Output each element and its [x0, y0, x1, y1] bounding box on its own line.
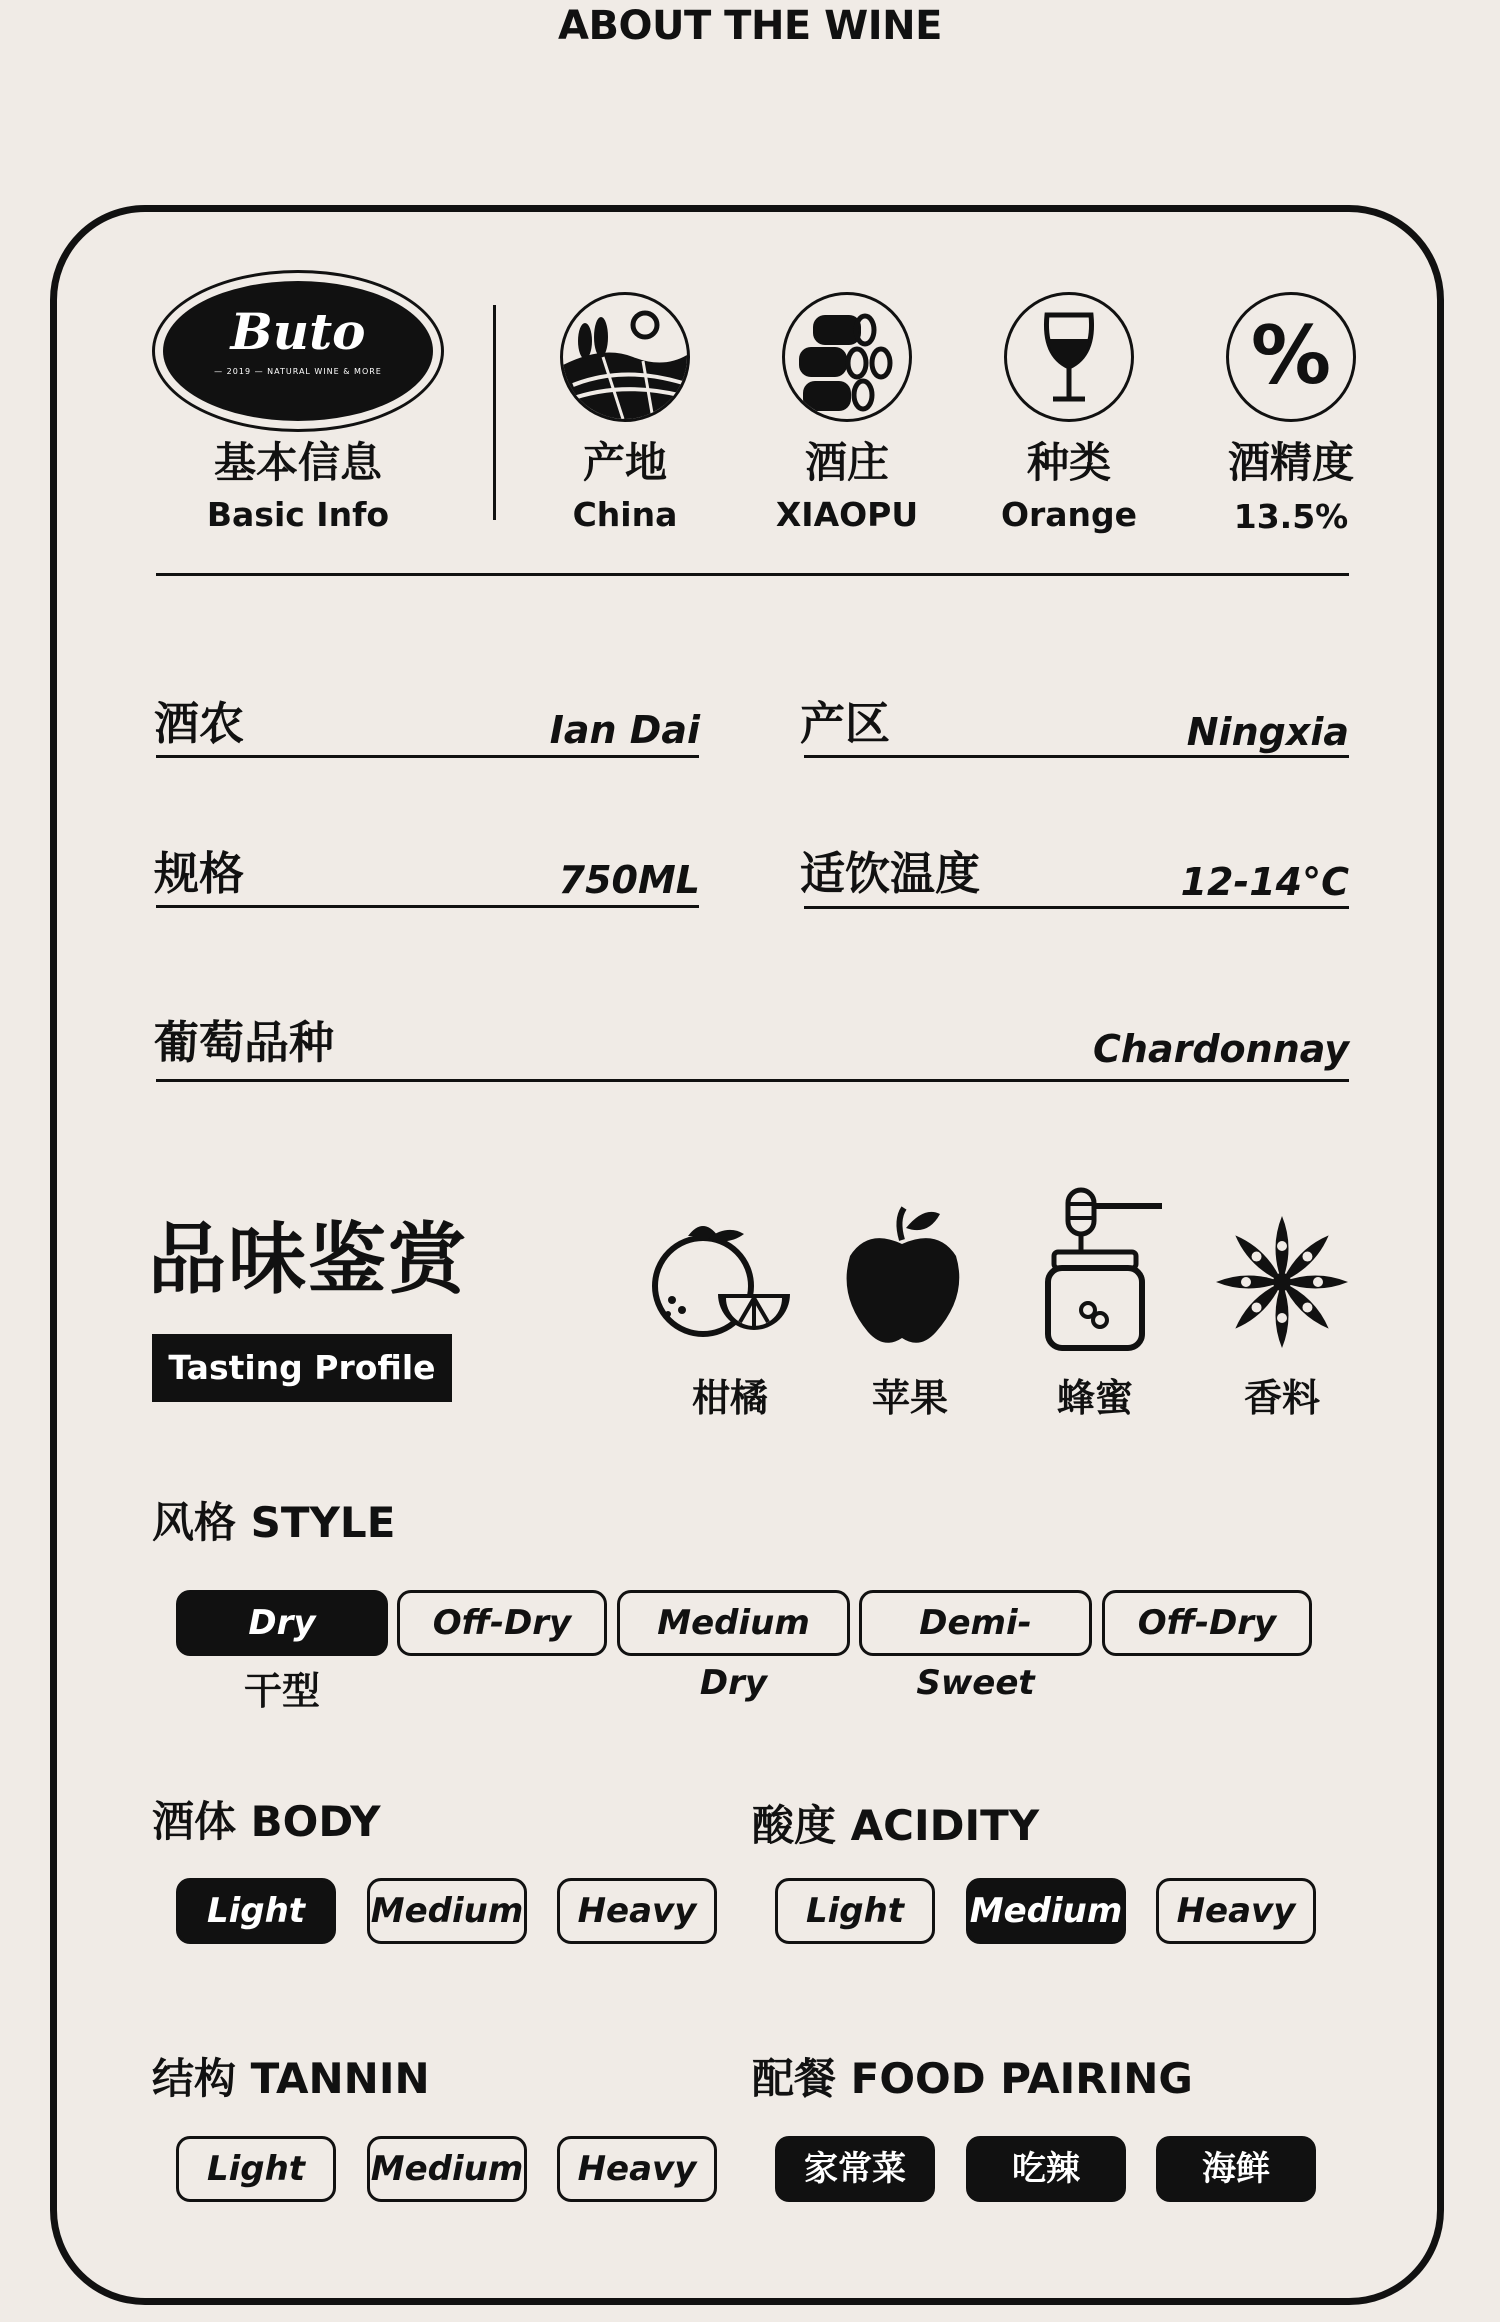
- size-label: 规格: [154, 847, 245, 900]
- field-underline: [156, 905, 699, 908]
- style-option-off-dry-2[interactable]: Off-Dry: [1102, 1590, 1312, 1656]
- tasting-profile-badge: Tasting Profile: [152, 1334, 452, 1402]
- region-value: Ningxia: [1186, 710, 1349, 754]
- grape-label: 葡萄品种: [154, 1016, 335, 1069]
- food-option-seafood[interactable]: 海鲜: [1156, 2136, 1316, 2202]
- logo-wordmark: Buto: [230, 302, 366, 361]
- anise-center: [1273, 1273, 1291, 1291]
- food-option-spicy[interactable]: 吃辣: [966, 2136, 1126, 2202]
- field-underline: [156, 1079, 1349, 1082]
- page-title: ABOUT THE WINE: [558, 3, 942, 49]
- anise-seed: [1277, 1241, 1287, 1251]
- origin-value: China: [572, 495, 678, 534]
- type-value: Orange: [1000, 495, 1138, 534]
- anise-seed: [1252, 1302, 1262, 1312]
- abv-value: 13.5%: [1233, 497, 1349, 536]
- serving-temp-value: 12-14°C: [1180, 860, 1349, 904]
- vertical-divider: [493, 305, 496, 520]
- anise-seed: [1252, 1252, 1262, 1262]
- style-selected-zh: 干型: [243, 1669, 320, 1713]
- basic-info-zh: 基本信息: [213, 438, 382, 487]
- flavor-label-apple: 苹果: [871, 1376, 948, 1420]
- anise-seed: [1277, 1313, 1287, 1323]
- tannin-option-medium[interactable]: Medium: [367, 2136, 527, 2202]
- acidity-option-heavy[interactable]: Heavy: [1156, 1878, 1316, 1944]
- field-underline: [804, 906, 1349, 909]
- style-option-medium-dry[interactable]: Medium Dry: [617, 1590, 850, 1656]
- size-value: 750ML: [558, 858, 700, 902]
- winery-value: XIAOPU: [775, 495, 919, 534]
- anise-seed: [1302, 1252, 1312, 1262]
- style-option-off-dry[interactable]: Off-Dry: [397, 1590, 607, 1656]
- style-option-dry[interactable]: Dry: [176, 1590, 388, 1656]
- type-label: 种类: [1026, 438, 1111, 487]
- field-underline: [804, 755, 1349, 758]
- logo-tagline: — 2019 — NATURAL WINE & MORE: [214, 367, 382, 376]
- winemaker-label: 酒农: [154, 697, 245, 750]
- serving-temp-label: 适饮温度: [800, 847, 981, 900]
- field-underline: [156, 755, 699, 758]
- acidity-option-medium[interactable]: Medium: [966, 1878, 1126, 1944]
- percent-icon: %: [1226, 292, 1356, 422]
- tannin-option-heavy[interactable]: Heavy: [557, 2136, 717, 2202]
- acidity-option-light[interactable]: Light: [775, 1878, 935, 1944]
- anise-seed: [1313, 1277, 1323, 1287]
- flavor-label-spice: 香料: [1243, 1376, 1320, 1420]
- tannin-option-light[interactable]: Light: [176, 2136, 336, 2202]
- grape-value: Chardonnay: [1093, 1027, 1349, 1071]
- abv-label: 酒精度: [1227, 438, 1354, 487]
- tannin-section-title: 结构 TANNIN: [152, 2054, 430, 2103]
- winemaker-value: Ian Dai: [549, 708, 700, 752]
- brand-logo: [152, 270, 444, 432]
- body-option-light[interactable]: Light: [176, 1878, 336, 1944]
- food-pairing-section-title: 配餐 FOOD PAIRING: [752, 2054, 1193, 2103]
- style-section-title: 风格 STYLE: [152, 1498, 396, 1547]
- body-option-heavy[interactable]: Heavy: [557, 1878, 717, 1944]
- vineyard-icon: [560, 292, 690, 422]
- star-anise-icon: [1212, 1212, 1352, 1352]
- origin-label: 产地: [582, 438, 667, 487]
- tasting-title-zh: 品味鉴赏: [148, 1215, 469, 1305]
- anise-seed: [1241, 1277, 1251, 1287]
- honey-jar-icon: [1040, 1182, 1170, 1352]
- style-option-demi-sweet[interactable]: Demi-Sweet: [859, 1590, 1092, 1656]
- basic-info-en: Basic Info: [206, 495, 390, 534]
- flavor-label-honey: 蜂蜜: [1056, 1376, 1133, 1420]
- barrels-icon: [782, 292, 912, 422]
- flavor-label-citrus: 柑橘: [691, 1376, 768, 1420]
- wine-glass-icon: [1004, 292, 1134, 422]
- apple-icon: [838, 1200, 968, 1350]
- winery-label: 酒庄: [804, 438, 889, 487]
- anise-seed: [1302, 1302, 1312, 1312]
- body-option-medium[interactable]: Medium: [367, 1878, 527, 1944]
- section-divider: [156, 573, 1349, 576]
- food-option-home-cooking[interactable]: 家常菜: [775, 2136, 935, 2202]
- region-label: 产区: [800, 697, 891, 750]
- body-section-title: 酒体 BODY: [152, 1797, 381, 1846]
- acidity-section-title: 酸度 ACIDITY: [752, 1801, 1040, 1850]
- citrus-icon: [648, 1214, 794, 1346]
